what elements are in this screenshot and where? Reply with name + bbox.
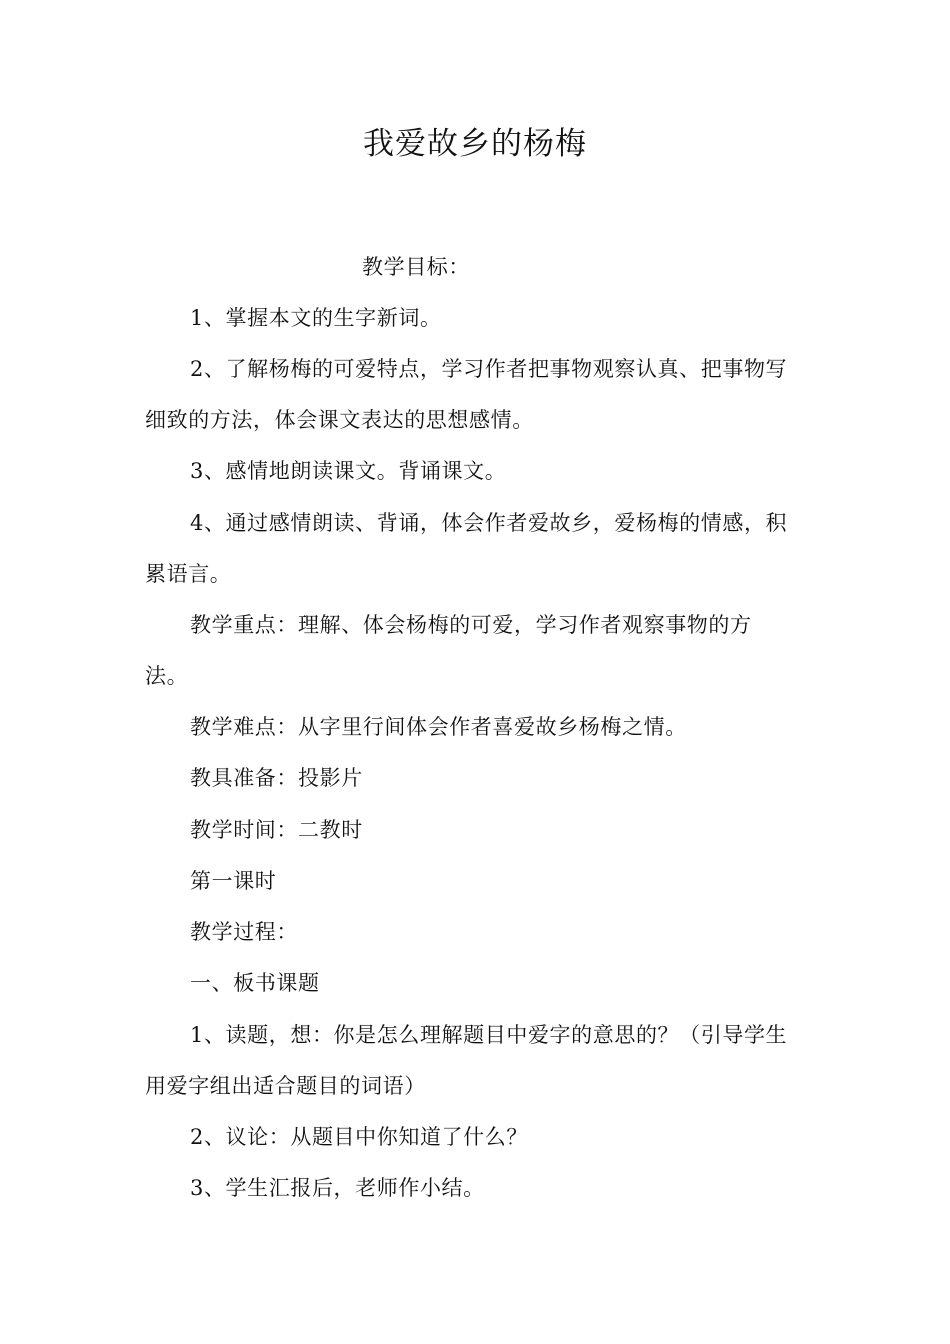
step-3: 3、学生汇报后，老师作小结。 [190,1176,485,1200]
section-1-heading: 一、板书课题 [190,971,320,995]
objective-3: 3、感情地朗读课文。背诵课文。 [190,459,507,483]
key-point-line-2: 法。 [145,664,189,688]
key-point-line-1: 教学重点：理解、体会杨梅的可爱，学习作者观察事物的方 [190,613,752,637]
process-heading: 教学过程： [190,920,298,944]
objective-4-line-1: 4、通过感情朗读、背诵，体会作者爱故乡，爱杨梅的情感，积 [190,511,788,535]
document-title: 我爱故乡的杨梅 [363,126,587,162]
difficult-point: 教学难点：从字里行间体会作者喜爱故乡杨梅之情。 [190,715,687,739]
objective-1: 1、掌握本文的生字新词。 [190,306,442,330]
objective-4-line-2: 累语言。 [145,562,232,586]
objective-2-line-1: 2、了解杨梅的可爱特点，学习作者把事物观察认真、把事物写 [190,357,788,381]
step-1-line-2: 用爱字组出适合题目的词语） [145,1074,426,1098]
teaching-time: 教学时间：二教时 [190,818,363,842]
step-1-line-1: 1、读题，想：你是怎么理解题目中爱字的意思的？（引导学生 [190,1023,788,1047]
objective-2-line-2: 细致的方法，体会课文表达的思想感情。 [145,408,534,432]
teaching-aids: 教具准备：投影片 [190,766,363,790]
first-lesson-heading: 第一课时 [190,869,277,893]
objectives-heading: 教学目标： [362,255,470,279]
step-2: 2、议论：从题目中你知道了什么？ [190,1125,528,1149]
